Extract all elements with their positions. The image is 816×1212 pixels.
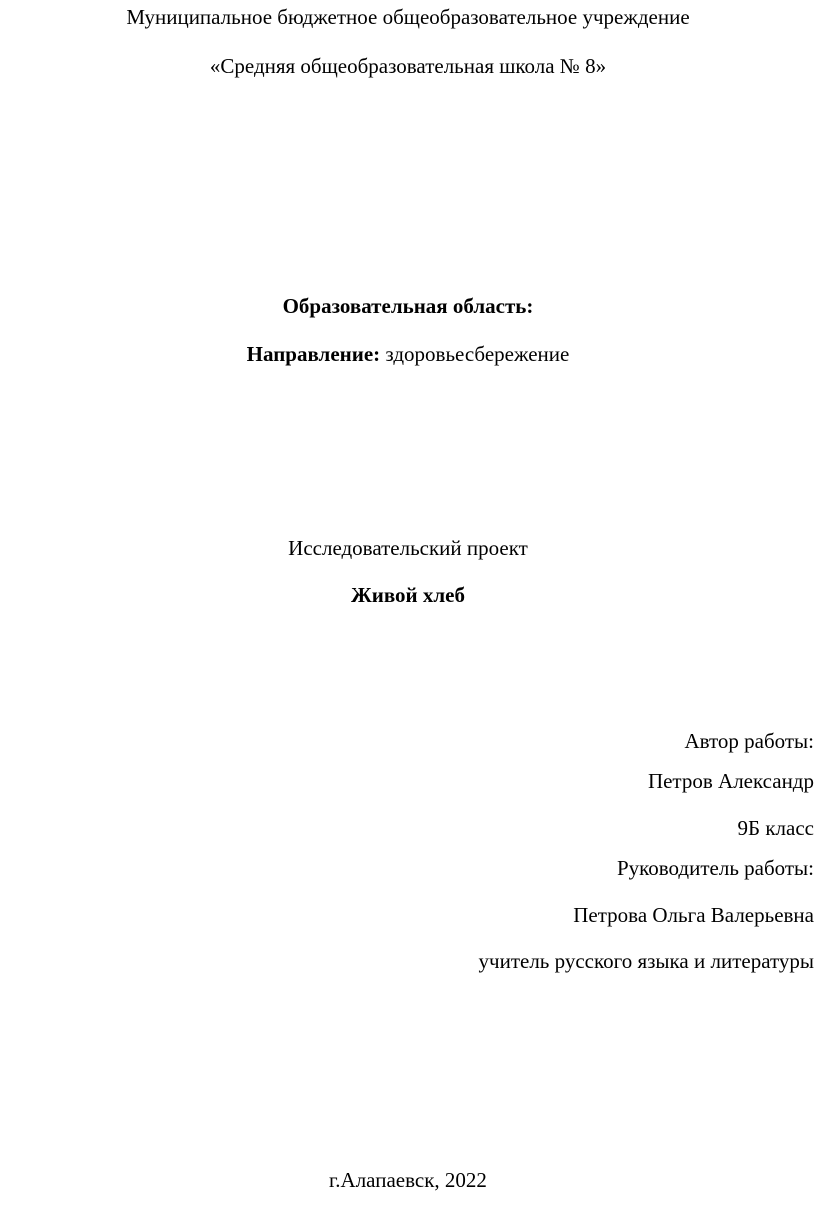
supervisor-name: Петрова Ольга Валерьевна [573, 903, 814, 927]
supervisor-position: учитель русского языка и литературы [478, 949, 814, 973]
educational-area-label: Образовательная область: [282, 294, 534, 318]
direction-label: Направление: [246, 342, 381, 366]
author-label: Автор работы: [684, 729, 814, 753]
author-name: Петров Александр [647, 769, 814, 793]
author-class: 9Б класс [737, 816, 814, 840]
supervisor-label: Руководитель работы: [616, 856, 814, 880]
school-name: «Средняя общеобразовательная школа № 8» [209, 54, 607, 78]
city-year: г.Алапаевск, 2022 [329, 1168, 487, 1192]
direction-line [0, 341, 816, 367]
institution-name: Муниципальное бюджетное общеобразовательное учреждение [126, 5, 690, 29]
direction-value: здоровьесбережение [385, 342, 570, 366]
project-type: Исследовательский проект [288, 536, 528, 560]
project-title: Живой хлеб [350, 583, 465, 607]
